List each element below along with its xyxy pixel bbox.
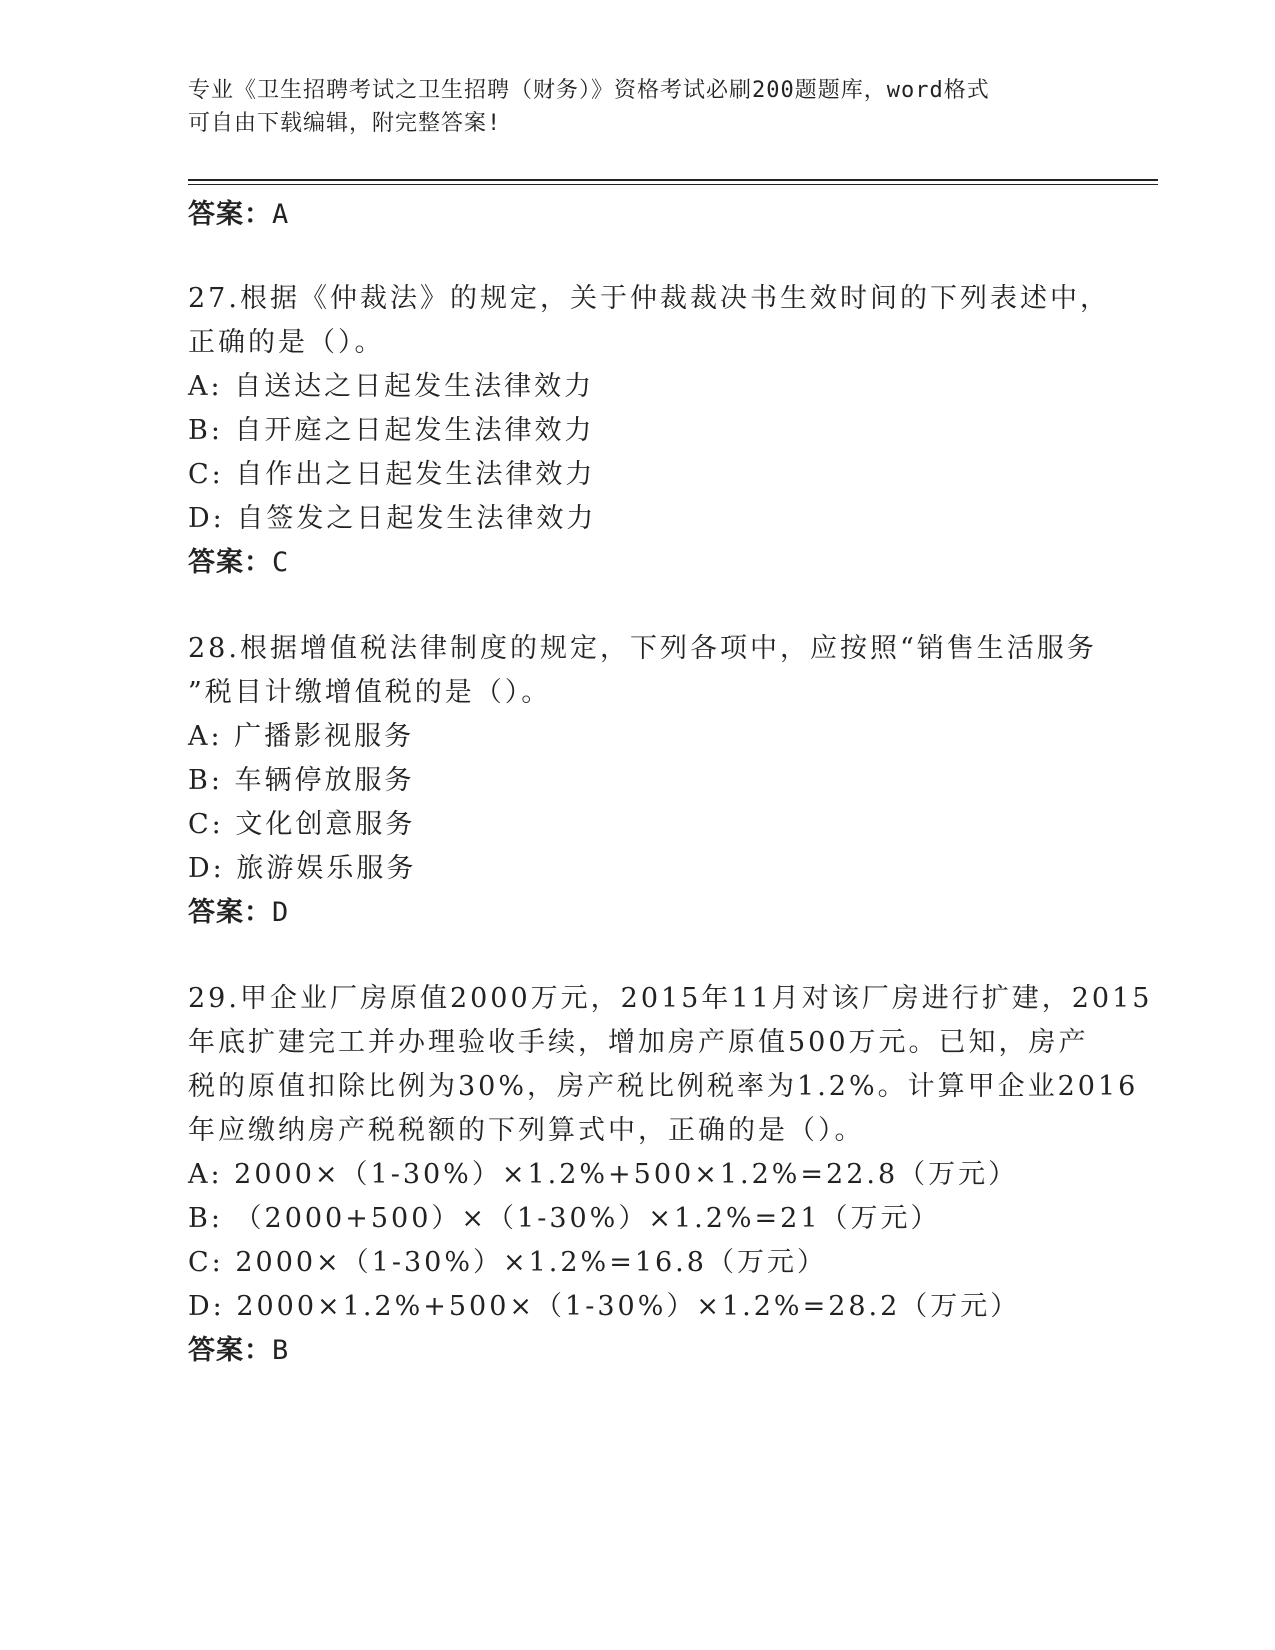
question-29-line-3: 税的原值扣除比例为30%，房产税比例税率为1.2%。计算甲企业2016 — [188, 1071, 1139, 1102]
question-27-line-1: 27.根据《仲裁法》的规定，关于仲裁裁决书生效时间的下列表述中， — [188, 283, 1110, 314]
question-29-line-1: 29.甲企业厂房原值2000万元，2015年11月对该厂房进行扩建，2015 — [188, 983, 1153, 1014]
question-28-option-b: B: 车辆停放服务 — [188, 765, 415, 796]
question-27-answer — [188, 540, 289, 579]
question-28-line-2: ”税目计缴增值税的是（）。 — [188, 677, 552, 708]
question-28-option-d: D: 旅游娱乐服务 — [188, 853, 417, 884]
question-29-option-a: A: 2000×（1-30%）×1.2%+500×1.2%=22.8（万元） — [188, 1159, 1019, 1190]
document-header — [188, 74, 1088, 140]
answer-value: D — [272, 897, 290, 928]
question-27-option-d: D: 自签发之日起发生法律效力 — [188, 503, 597, 534]
header-line-2: 可自由下载编辑，附完整答案! — [188, 111, 502, 136]
answer-line — [188, 192, 289, 231]
header-divider-thick — [188, 179, 1158, 181]
answer-label: 答案： — [188, 547, 272, 578]
answer-label: 答案： — [188, 1335, 272, 1366]
question-27-line-2: 正确的是（）。 — [188, 327, 385, 358]
question-28-answer — [188, 890, 289, 929]
question-27-option-a: A: 自送达之日起发生法律效力 — [188, 371, 595, 402]
answer-label: 答案： — [188, 199, 272, 230]
header-line-1: 专业《卫生招聘考试之卫生招聘（财务）》资格考试必刷200题题库，word格式 — [188, 78, 990, 103]
question-28-line-1: 28.根据增值税法律制度的规定，下列各项中，应按照“销售生活服务 — [188, 633, 1097, 664]
question-29-line-2: 年底扩建完工并办理验收手续，增加房产原值500万元。已知，房产 — [188, 1027, 1089, 1058]
question-29-option-b: B: （2000+500）×（1-30%）×1.2%=21（万元） — [188, 1203, 941, 1234]
header-divider-thin — [188, 184, 1158, 185]
question-29-option-c: C: 2000×（1-30%）×1.2%=16.8（万元） — [188, 1247, 827, 1278]
question-27-option-c: C: 自作出之日起发生法律效力 — [188, 459, 596, 490]
answer-value: A — [272, 199, 290, 230]
question-27-option-b: B: 自开庭之日起发生法律效力 — [188, 415, 595, 446]
answer-label: 答案： — [188, 897, 272, 928]
question-29-answer — [188, 1328, 289, 1367]
question-28-option-c: C: 文化创意服务 — [188, 809, 416, 840]
answer-value: B — [272, 1335, 290, 1366]
answer-value: C — [272, 547, 290, 578]
question-29-line-4: 年应缴纳房产税税额的下列算式中，正确的是（）。 — [188, 1115, 865, 1146]
question-29-option-d: D: 2000×1.2%+500×（1-30%）×1.2%=28.2（万元） — [188, 1291, 1021, 1322]
question-28-option-a: A: 广播影视服务 — [188, 721, 415, 752]
